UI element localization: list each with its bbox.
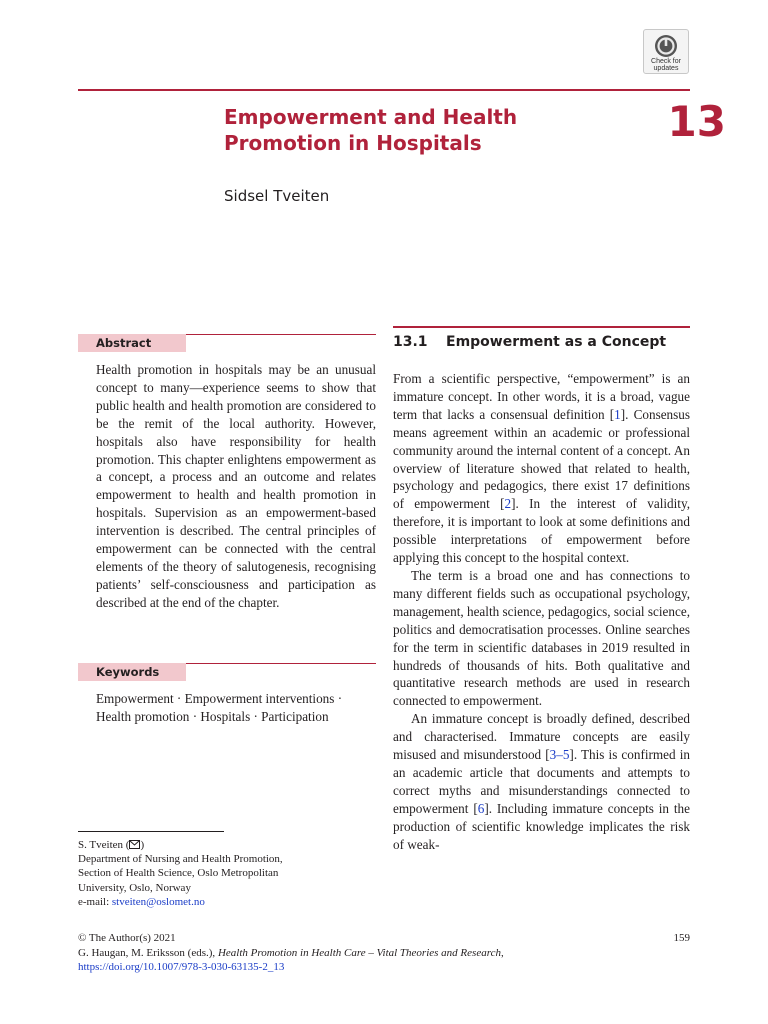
paragraph-1 (393, 370, 690, 567)
keywords-label: Keywords (78, 663, 186, 681)
abstract-text: Health promotion in hospitals may be an unusual concept to many—experience seems to show that public health and health promotion are considered to be the remit of the local authority. However, hospitals also have responsibility for health promotion. This chapter enlightens empowerment as a concept, a process and an outcome and relates empowerment to health and health promotion in hospitals. Supervision as an empowerment-based intervention is described. The central principles of empowerment can be connected with the central elements of the theory of salutogenesis, recognising patients’ self-consciousness and participation as described at the end of the chapter. (96, 362, 376, 610)
footnote-line-3: University, Oslo, Norway (78, 881, 191, 894)
footnote-line-2: Section of Health Science, Oslo Metropolitan (78, 867, 279, 880)
check-updates-icon (654, 34, 678, 58)
page-number: 159 (673, 932, 690, 944)
paragraph-3-text-c: ]. Including immature concepts in the production of scientific knowledge implicates the risk of weak- (393, 800, 690, 852)
footnote-email-line (78, 895, 378, 909)
author-affiliation (78, 838, 378, 909)
citation-link-1[interactable]: 1 (614, 406, 621, 422)
page-footer (78, 931, 690, 975)
copyright: © The Author(s) 2021 (78, 932, 176, 944)
chapter-title-line-2: Promotion in Hospitals (224, 131, 482, 155)
citation-link-2[interactable]: 2 (504, 496, 512, 512)
footnote-author: S. Tveiten ( (78, 839, 130, 851)
section-body (393, 370, 690, 853)
footnote-author-close: ) (140, 839, 145, 851)
section-heading (393, 332, 666, 352)
footnote-author-line (78, 838, 378, 852)
chapter-author: Sidsel Tveiten (224, 187, 330, 205)
paragraph-1-text-a: From a scientific perspective, “empowerment” is an immature concept. In other words, it is a broad, vague term that lacks a consensual definition [ (393, 371, 690, 422)
doi-link[interactable]: https://doi.org/10.1007/978-3-030-63135-2_13 (78, 961, 285, 973)
chapter-title-line-1: Empowerment and Health (224, 105, 518, 129)
badge-line-1: Check for (651, 58, 681, 65)
email-link[interactable]: stveiten@oslomet.no (111, 895, 205, 908)
footnote-rule (78, 831, 224, 832)
abstract-label: Abstract (78, 334, 186, 352)
footnote-line-1: Department of Nursing and Health Promotion, (78, 853, 283, 866)
citation-editors: G. Haugan, M. Eriksson (eds.), (78, 946, 218, 959)
keywords-line-1: Empowerment · Empowerment interventions · (96, 691, 343, 706)
paragraph-3-text-a: An immature concept is broadly defined, described and characterised. Immature concepts are easily misused and misunderstood [ (393, 711, 690, 763)
citation (78, 946, 690, 961)
check-for-updates-badge[interactable] (643, 29, 689, 74)
citation-link-3-5[interactable]: 3–5 (549, 747, 570, 763)
citation-link-6[interactable]: 6 (477, 800, 485, 816)
section-rule (393, 326, 690, 328)
keywords-list (96, 690, 376, 726)
paragraph-1-text-c: ]. In the interest of validity, therefore, it is important to look at some definitions and possible interpretations of empowerment before applying this concept to the hospital context. (393, 496, 690, 566)
top-rule (78, 89, 690, 91)
envelope-icon[interactable] (129, 840, 140, 849)
paragraph-1-text-b: ]. Consensus means agreement within an academic or professional community around the internal content of a concept. An overview of literature showed that related to health, psychology and pedagogics, there exist 17 definitions of empowerment [ (393, 406, 690, 512)
chapter-title (224, 104, 604, 156)
chapter-number: 13 (667, 97, 726, 146)
paragraph-3-text-b: ]. This is confirmed in an academic article that documents and attempts to correct myths and misunderstandings connected to empowerment [ (393, 747, 690, 816)
email-label: e-mail: (78, 895, 112, 908)
section-title: Empowerment as a Concept (446, 334, 667, 350)
badge-line-2: updates (653, 65, 679, 72)
keywords-line-2: Health promotion · Hospitals · Participation (96, 708, 329, 724)
section-number: 13.1 (393, 334, 428, 350)
citation-comma: , (500, 946, 504, 959)
paragraph-2: The term is a broad one and has connections to many different fields such as occupational psychology, management, health science, pedagogics, social science, politics and democratisation processes. Online searches for the term in scientific databases in 2019 resulted in hundreds of thousands of hits. Both qualitative and quantitative research methods are used in research connected to empowerment. (393, 567, 690, 709)
citation-book-title: Health Promotion in Health Care – Vital Theories and Research (217, 946, 501, 959)
paragraph-3 (393, 710, 690, 853)
